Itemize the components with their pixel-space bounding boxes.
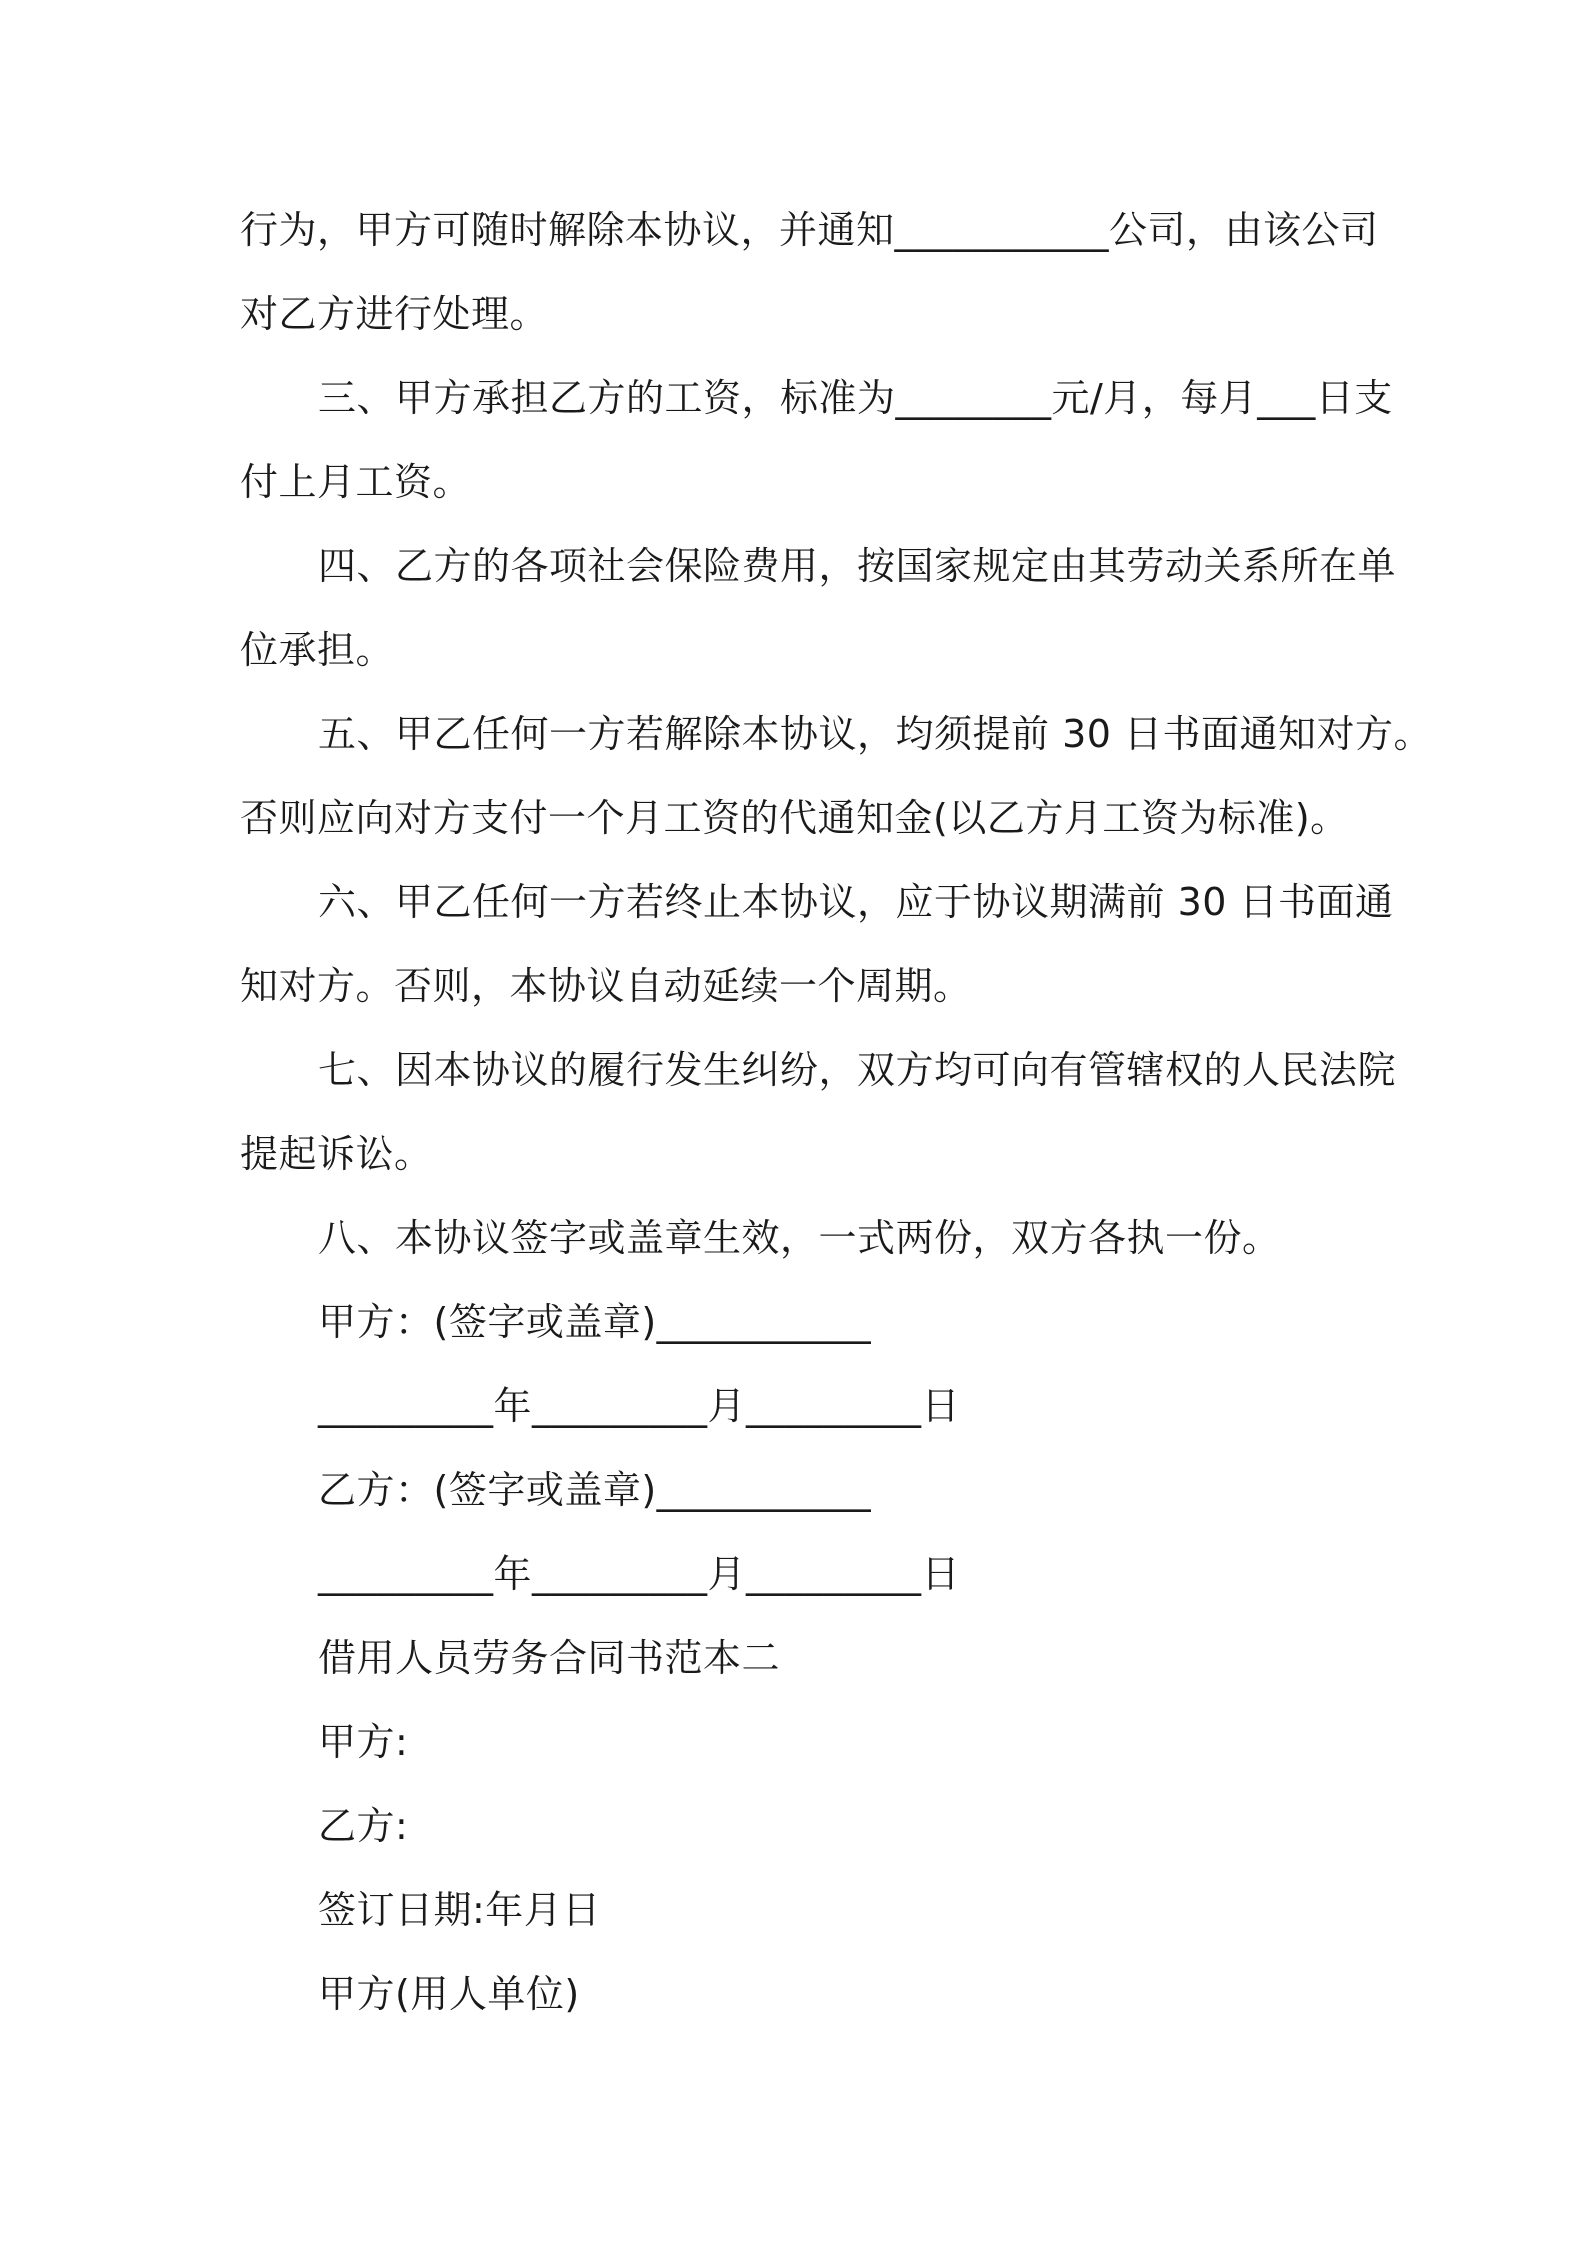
- party-b-signature-line: 乙方：(签字或盖章)___________: [318, 1468, 872, 1512]
- clause-six-line: 六、甲乙任何一方若终止本协议，应于协议期满前 30 日书面通: [318, 880, 1394, 924]
- paragraph-line: 对乙方进行处理。: [240, 292, 549, 336]
- party-a-label: 甲方:: [318, 1720, 409, 1764]
- paragraph-line: 知对方。否则，本协议自动延续一个周期。: [240, 964, 972, 1008]
- paragraph-line: 行为，甲方可随时解除本协议，并通知___________公司，由该公司: [240, 208, 1379, 252]
- clause-eight-line: 八、本协议签字或盖章生效，一式两份，双方各执一份。: [318, 1216, 1281, 1260]
- clause-four-line: 四、乙方的各项社会保险费用，按国家规定由其劳动关系所在单: [318, 544, 1397, 588]
- paragraph-line: 位承担。: [240, 628, 395, 672]
- paragraph-line: 否则应向对方支付一个月工资的代通知金(以乙方月工资为标准)。: [240, 796, 1349, 840]
- party-b-date-line: _________年_________月_________日: [318, 1552, 961, 1596]
- party-a-signature-line: 甲方：(签字或盖章)___________: [318, 1300, 872, 1344]
- section-title: 借用人员劳务合同书范本二: [318, 1636, 781, 1680]
- party-b-label: 乙方:: [318, 1804, 409, 1848]
- paragraph-line: 提起诉讼。: [240, 1132, 433, 1176]
- signing-date-label: 签订日期:年月日: [318, 1888, 601, 1932]
- clause-three-line: 三、甲方承担乙方的工资，标准为________元/月，每月___日支: [318, 376, 1393, 420]
- employer-label: 甲方(用人单位): [318, 1972, 580, 2016]
- clause-seven-line: 七、因本协议的履行发生纠纷，双方均可向有管辖权的人民法院: [318, 1048, 1397, 1092]
- paragraph-line: 付上月工资。: [240, 460, 472, 504]
- clause-five-line: 五、甲乙任何一方若解除本协议，均须提前 30 日书面通知对方。: [318, 712, 1433, 756]
- party-a-date-line: _________年_________月_________日: [318, 1384, 961, 1428]
